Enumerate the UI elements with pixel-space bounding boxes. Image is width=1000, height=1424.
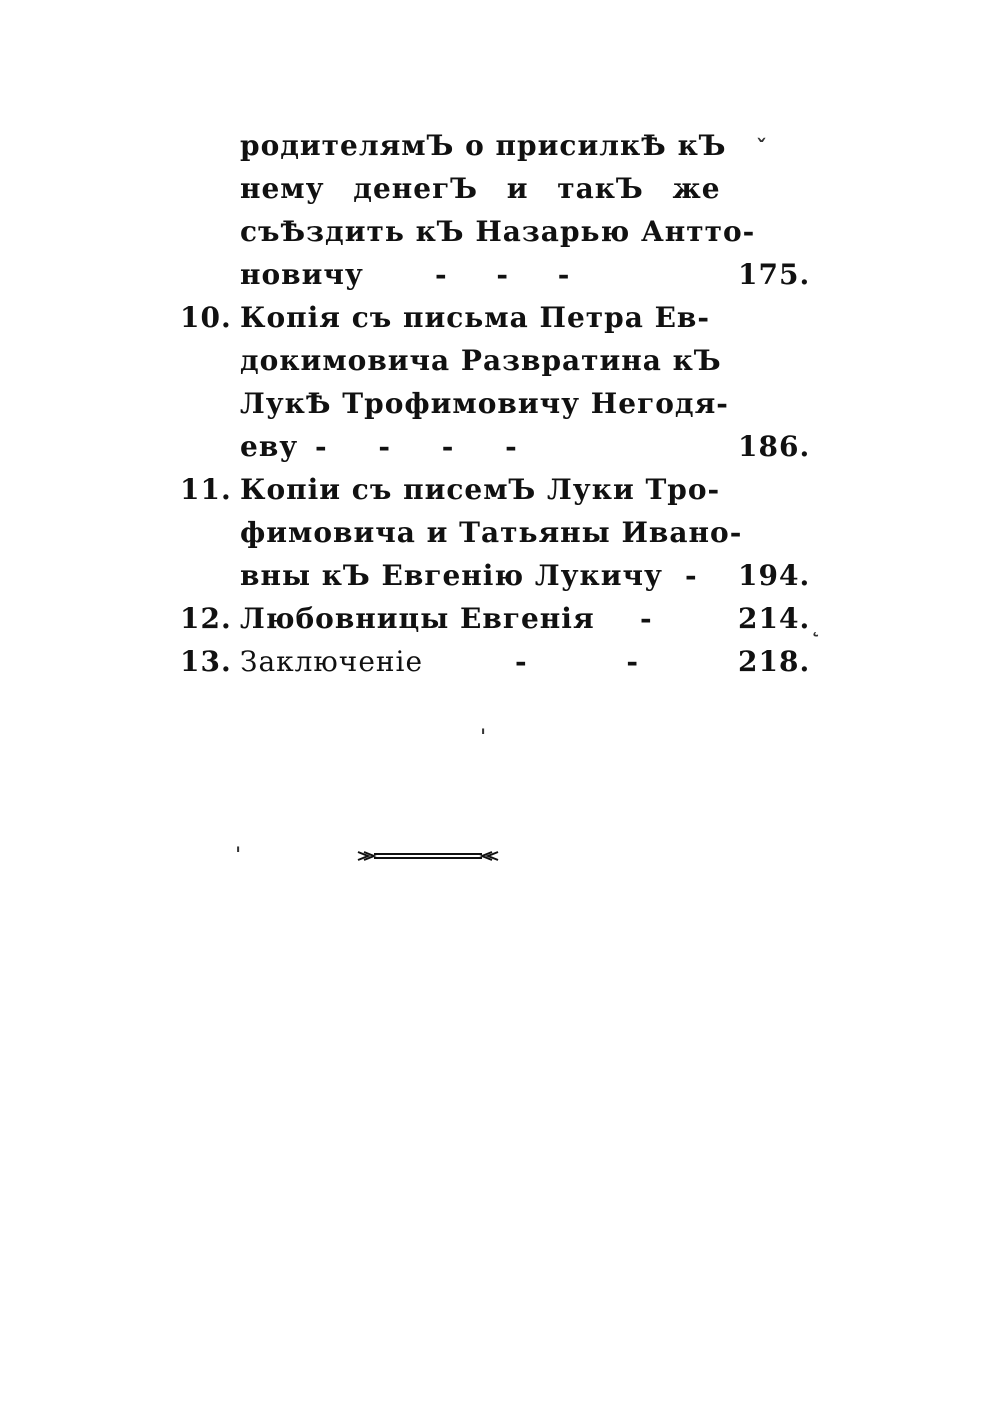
toc-line [180, 554, 820, 597]
toc-line [180, 253, 820, 296]
toc-page-number: 218. [738, 645, 811, 678]
toc-entry-number: 13. [180, 645, 232, 678]
toc-page-number: 186. [738, 430, 811, 463]
toc-entry-number: 12. [180, 602, 232, 635]
toc-entry-text: Любовницы Евгенiя [240, 602, 595, 635]
ink-speck: ˇ [756, 136, 767, 162]
ornament-divider [356, 848, 500, 864]
ink-speck: ˌ [480, 712, 487, 738]
toc-line [180, 382, 820, 425]
toc-entry-text: родителямЪ о присилкѢ кЪ [240, 129, 727, 162]
toc-entry-number: 11. [180, 473, 232, 506]
table-of-contents [180, 124, 820, 683]
ink-speck: ˌ [235, 830, 242, 856]
ink-speck: ˛ [810, 612, 821, 638]
toc-entry-text: Копiя съ письма Петра Ев- [240, 301, 711, 334]
toc-line [180, 124, 820, 167]
toc-leader: - [685, 559, 697, 592]
toc-line [180, 597, 820, 640]
toc-entry-text: Заключенiе [240, 645, 424, 678]
toc-entry-text: фимовича и Татьяны Ивано- [240, 516, 743, 549]
toc-page-number: 175. [738, 258, 811, 291]
toc-entry-text: съѢздить кЪ Назарью Антто- [240, 215, 756, 248]
toc-line [180, 167, 820, 210]
toc-line [180, 468, 820, 511]
toc-leader: - - - - [315, 430, 517, 463]
toc-page-number: 214. [738, 602, 811, 635]
toc-entry-text: Копiи съ писемЪ Луки Тро- [240, 473, 721, 506]
toc-line [180, 511, 820, 554]
toc-line [180, 339, 820, 382]
toc-entry-text: докимовича Развратина кЪ [240, 344, 722, 377]
toc-line [180, 640, 820, 683]
toc-entry-text: новичу [240, 258, 364, 291]
toc-line [180, 210, 820, 253]
toc-leader: - [640, 602, 652, 635]
toc-entry-text: еву [240, 430, 299, 463]
toc-entry-number: 10. [180, 301, 232, 334]
toc-leader: - - [515, 645, 638, 678]
toc-entry-text: вны кЪ Евгенiю Лукичу [240, 559, 663, 592]
toc-leader: - - - [435, 258, 570, 291]
toc-line [180, 296, 820, 339]
toc-entry-text: ЛукѢ Трофимовичу Негодя- [240, 387, 729, 420]
toc-entry-text: нему денегЪ и такЪ же [240, 172, 721, 205]
toc-line [180, 425, 820, 468]
toc-page-number: 194. [738, 559, 811, 592]
